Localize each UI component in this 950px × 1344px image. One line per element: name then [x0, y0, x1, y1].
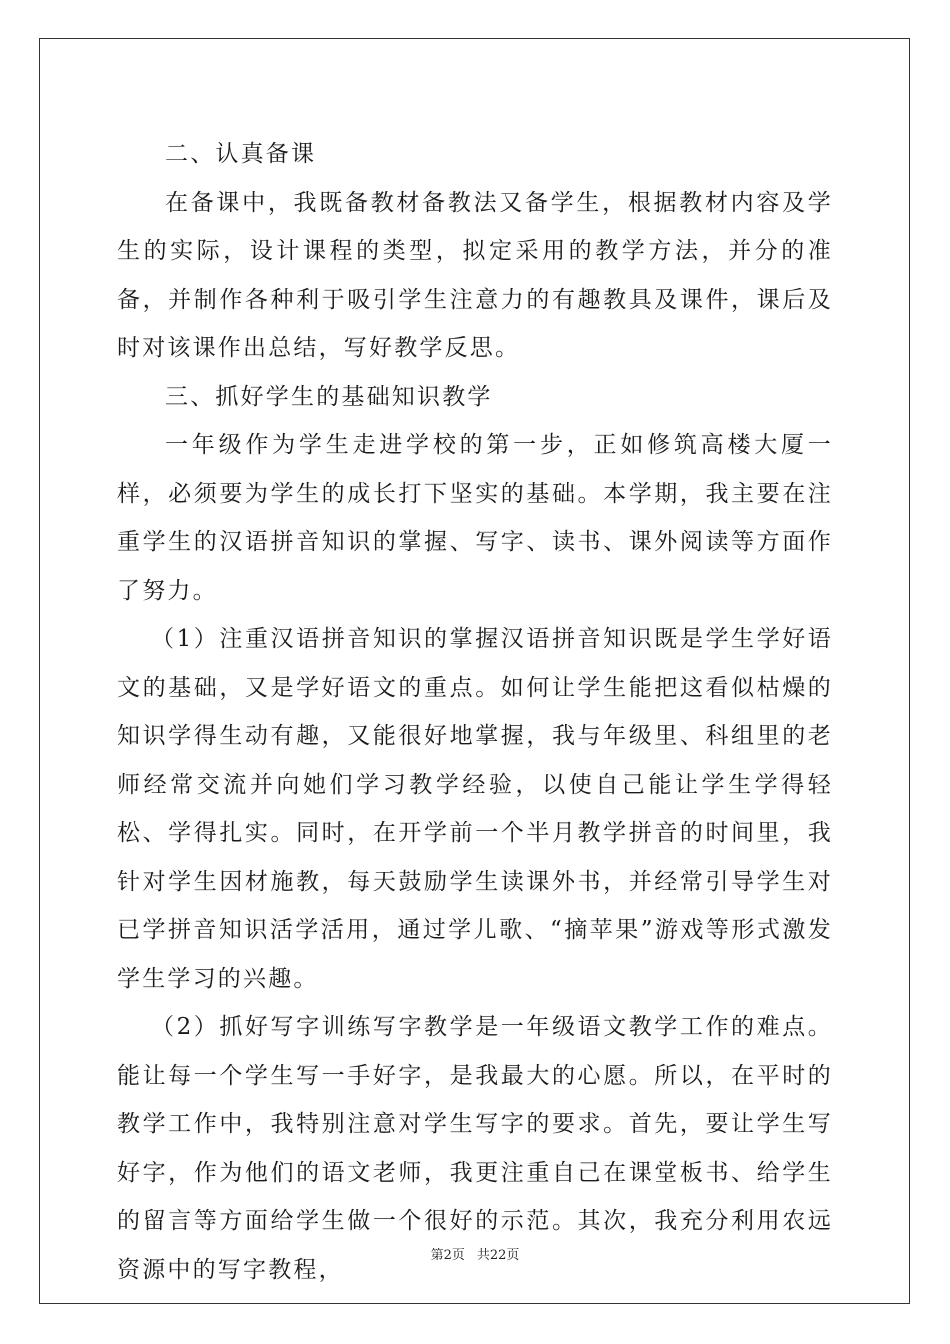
section-heading-basic-knowledge: 三、抓好学生的基础知识教学 — [165, 383, 493, 410]
paragraph-lesson-preparation: 在备课中，我既备教材备教法又备学生，根据教材内容及学生的实际，设计课程的类型，拟定采用的教学方法，并分的准备，并制作各种利于吸引学生注意力的有趣教具及课件，课后及时对该课作出总结，写好教学反思。 — [117, 189, 833, 361]
paragraph-pinyin: （1）注重汉语拼音知识的掌握汉语拼音知识既是学生学好语文的基础，又是学好语文的重点。如何让学生能把这看似枯燥的知识学得生动有趣，又能很好地掌握，我与年级里、科组里的老师经常交流并向她们学习教学经验，以使自己能让学生学得轻松、学得扎实。同时，在开学前一个半月教学拼音的时间里，我针对学生因材施教，每天鼓励学生读课外书，并经常引导学生对已学拼音知识活学活用，通过学儿歌、“摘苹果”游戏等形式激发学生学习的兴趣。 — [117, 626, 833, 992]
page-number: 第2页 — [430, 1248, 465, 1263]
page-total: 共22页 — [476, 1248, 520, 1263]
section-heading-prepare-lessons: 二、认真备课 — [165, 141, 317, 167]
paragraph-first-grade: 一年级作为学生走进学校的第一步，正如修筑高楼大厦一样，必须要为学生的成长打下坚实的基础。本学期，我主要在注重学生的汉语拼音知识的掌握、写字、读书、课外阅读等方面作了努力。 — [117, 432, 833, 604]
page-footer — [0, 1248, 950, 1264]
paragraph-writing-training: （2）抓好写字训练写字教学是一年级语文教学工作的难点。能让每一个学生写一手好字，是我最大的心愿。所以，在平时的教学工作中，我特别注意对学生写字的要求。首先，要让学生写好字，作为他们的语文老师，我更注重自己在课堂板书、给学生的留言等方面给学生做一个很好的示范。其次，我充分利用农远资源中的写字教程， — [117, 1014, 833, 1283]
document-body — [117, 130, 833, 1294]
